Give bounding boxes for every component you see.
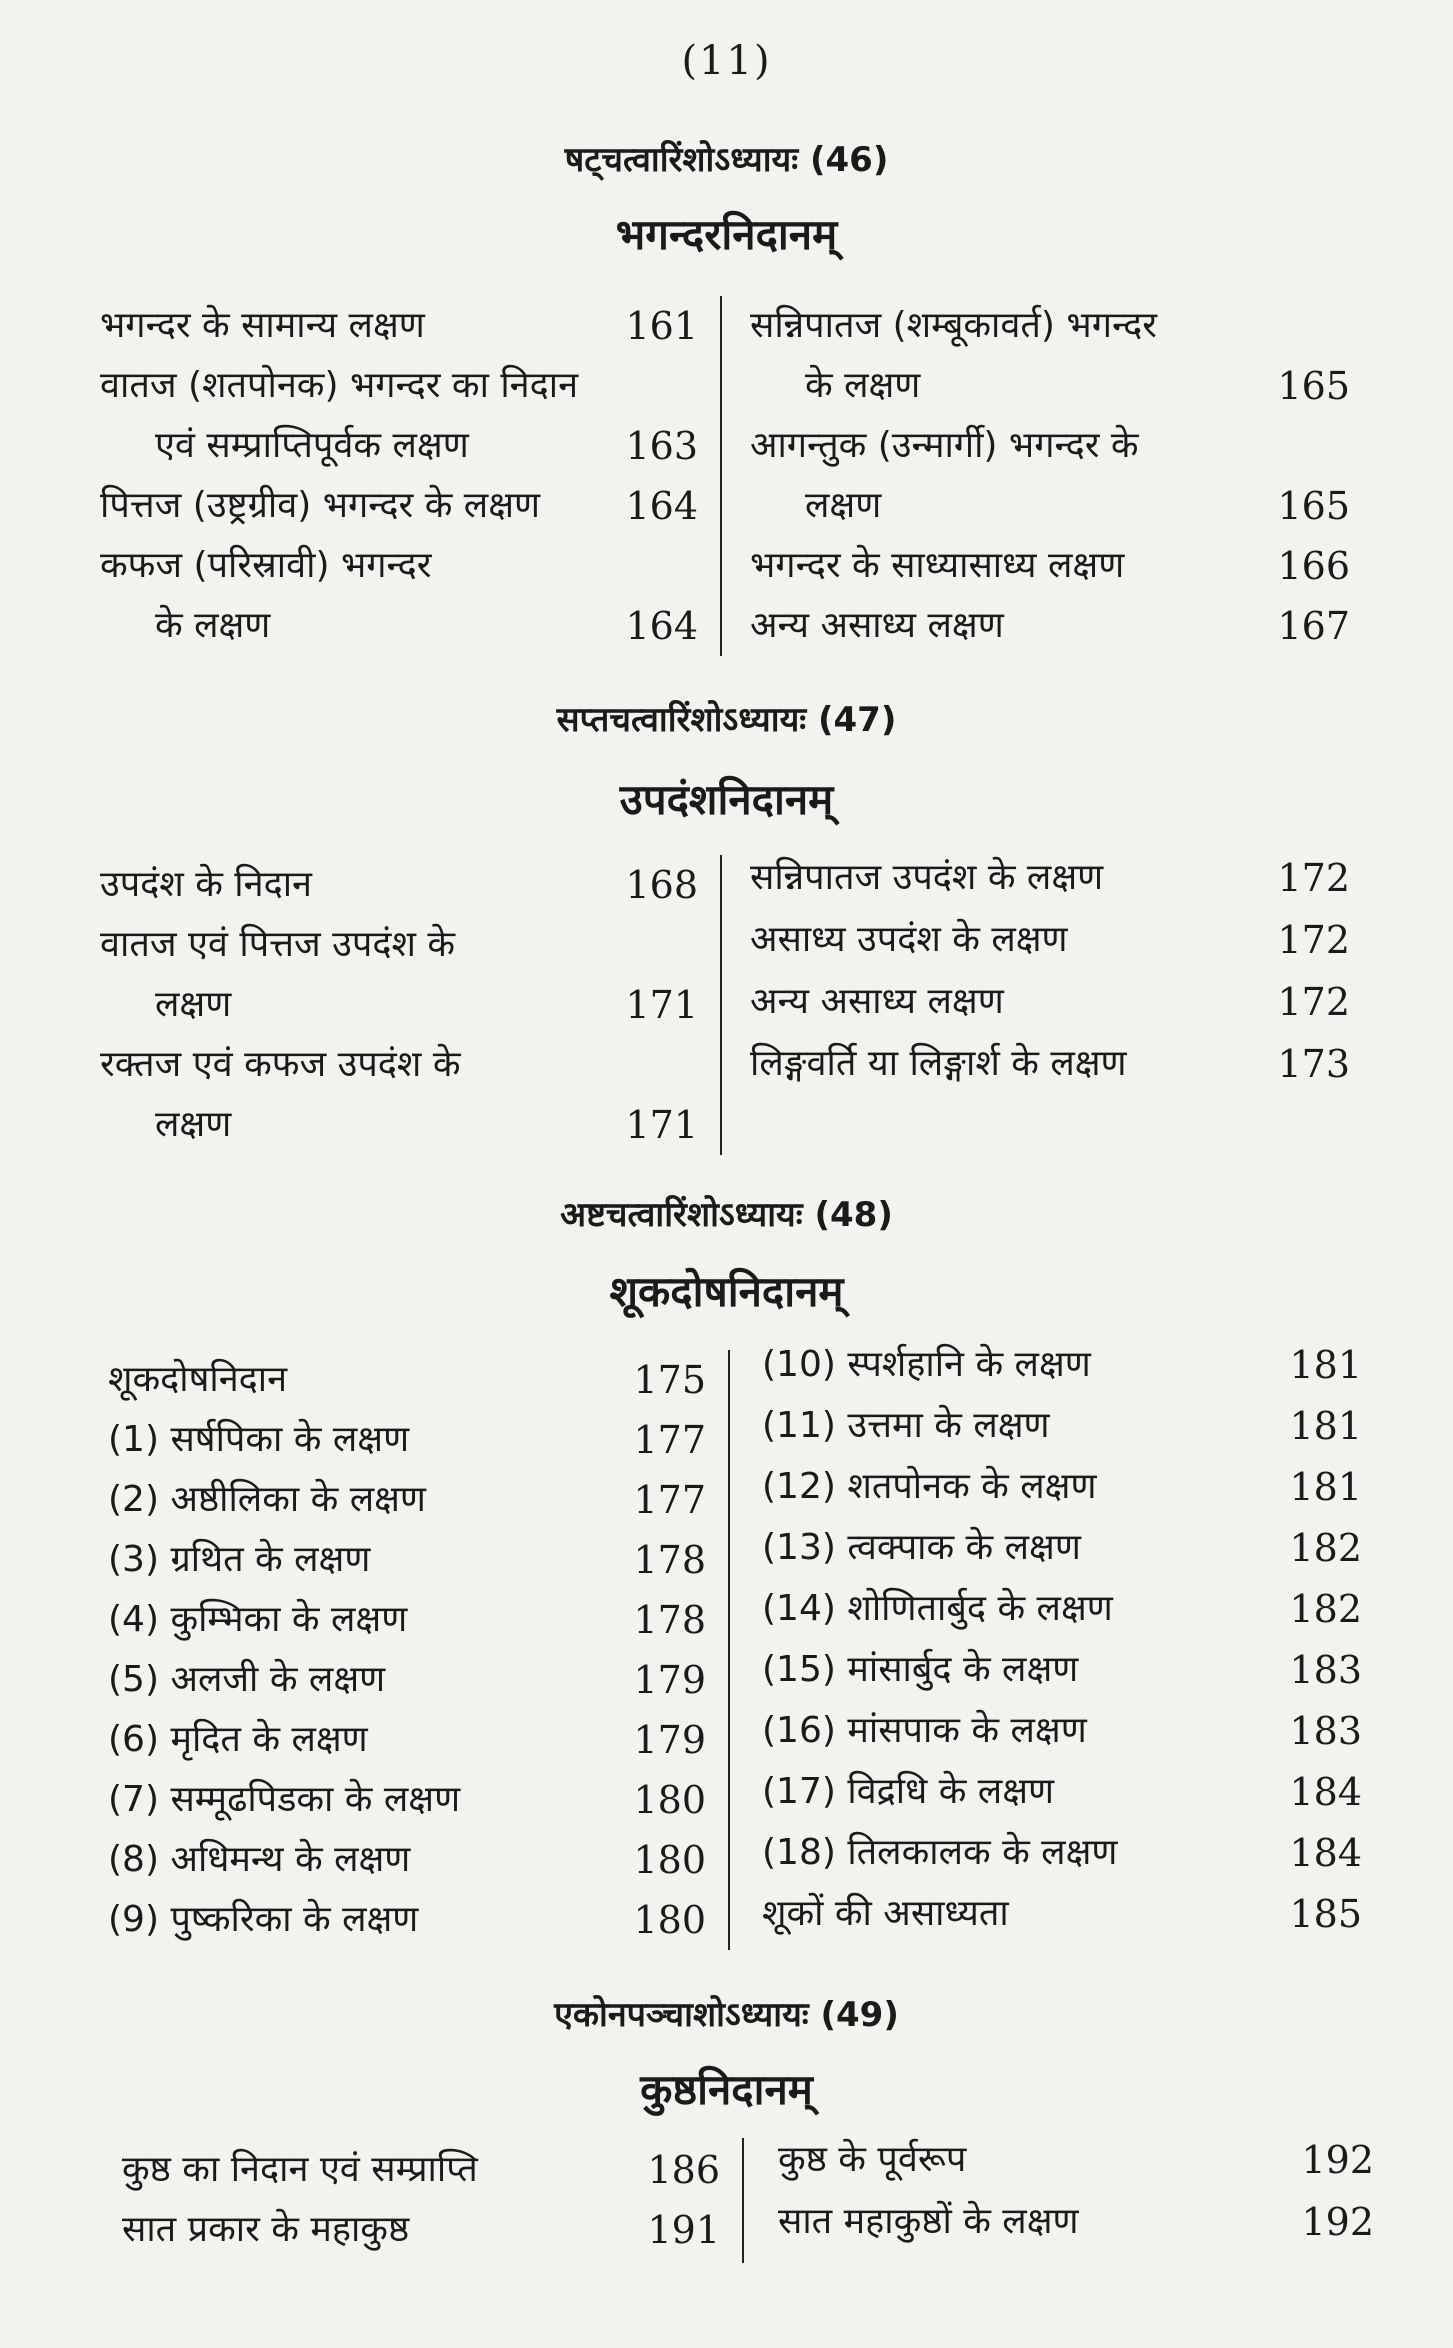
chapter-46-right-column	[750, 296, 1350, 656]
chapter-49-title: कुष्ठनिदानम्	[640, 2065, 813, 2114]
toc-entry: (2) अष्ठीलिका के लक्षण 177	[108, 1478, 706, 1522]
toc-entry: सन्निपातज (शम्बूकावर्त) भगन्दर	[750, 305, 1157, 346]
toc-entry: (18) तिलकालक के लक्षण 184	[762, 1831, 1362, 1875]
toc-entry: (7) सम्मूढपिडका के लक्षण 180	[108, 1778, 706, 1822]
toc-entry: (1) सर्षपिका के लक्षण 177	[108, 1418, 706, 1462]
toc-entry: वातज एवं पित्तज उपदंश के	[100, 924, 456, 965]
chapter-46-left-column	[100, 296, 722, 656]
chapter-48-title: शूकदोषनिदानम्	[609, 1267, 844, 1316]
toc-entry: लक्षण 165	[805, 484, 1350, 528]
toc-entry: (6) मृदित के लक्षण 179	[108, 1718, 706, 1762]
toc-entry: कुष्ठ के पूर्वरूप 192	[778, 2138, 1374, 2182]
toc-entry: लक्षण 171	[155, 983, 698, 1027]
toc-entry: लक्षण 171	[155, 1103, 698, 1147]
toc-entry: (10) स्पर्शहानि के लक्षण 181	[762, 1343, 1362, 1387]
toc-entry: (3) ग्रथित के लक्षण 178	[108, 1538, 706, 1582]
chapter-49-left-column	[122, 2138, 744, 2263]
chapter-46-heading: षट्चत्वारिंशोऽध्यायः (46)	[564, 140, 889, 180]
toc-entry: के लक्षण 165	[805, 364, 1350, 408]
toc-entry: शूकदोषनिदान 175	[108, 1358, 706, 1402]
toc-entry: पित्तज (उष्ट्रग्रीव) भगन्दर के लक्षण 164	[100, 484, 698, 528]
toc-entry: भगन्दर के सामान्य लक्षण 161	[100, 304, 698, 348]
chapter-47-left-column	[100, 855, 722, 1155]
toc-entry: (8) अधिमन्थ के लक्षण 180	[108, 1838, 706, 1882]
toc-entry: (4) कुम्भिका के लक्षण 178	[108, 1598, 706, 1642]
page-number: (11)	[681, 38, 772, 84]
toc-entry: सन्निपातज उपदंश के लक्षण 172	[750, 856, 1350, 900]
toc-entry: उपदंश के निदान 168	[100, 863, 698, 907]
toc-entry: एवं सम्प्राप्तिपूर्वक लक्षण 163	[155, 424, 698, 468]
toc-entry: सात महाकुष्ठों के लक्षण 192	[778, 2200, 1374, 2244]
chapter-47-heading: सप्तचत्वारिंशोऽध्यायः (47)	[556, 700, 897, 740]
chapter-46-title: भगन्दरनिदानम्	[615, 210, 838, 259]
toc-entry: (14) शोणितार्बुद के लक्षण 182	[762, 1587, 1362, 1631]
toc-entry: आगन्तुक (उन्मार्गी) भगन्दर के	[750, 425, 1139, 466]
toc-entry: (16) मांसपाक के लक्षण 183	[762, 1709, 1362, 1753]
chapter-48-heading: अष्टचत्वारिंशोऽध्यायः (48)	[560, 1195, 893, 1235]
toc-entry: वातज (शतपोनक) भगन्दर का निदान	[100, 365, 579, 406]
toc-entry: (11) उत्तमा के लक्षण 181	[762, 1404, 1362, 1448]
toc-entry: अन्य असाध्य लक्षण 172	[750, 980, 1350, 1024]
toc-entry: के लक्षण 164	[155, 604, 698, 648]
chapter-48-left-column	[108, 1350, 730, 1950]
chapter-49-heading: एकोनपञ्चाशोऽध्यायः (49)	[554, 1995, 899, 2035]
toc-entry: (17) विद्रधि के लक्षण 184	[762, 1770, 1362, 1814]
toc-entry: (12) शतपोनक के लक्षण 181	[762, 1465, 1362, 1509]
chapter-47-right-column	[750, 848, 1350, 1148]
toc-entry: कुष्ठ का निदान एवं सम्प्राप्ति 186	[122, 2148, 720, 2192]
toc-entry: (5) अलजी के लक्षण 179	[108, 1658, 706, 1702]
toc-entry: असाध्य उपदंश के लक्षण 172	[750, 918, 1350, 962]
toc-entry: अन्य असाध्य लक्षण 167	[750, 604, 1350, 648]
chapter-49-right-column	[778, 2130, 1374, 2255]
chapter-47-title: उपदंशनिदानम्	[619, 775, 834, 824]
toc-entry: सात प्रकार के महाकुष्ठ 191	[122, 2208, 720, 2252]
toc-entry: (15) मांसार्बुद के लक्षण 183	[762, 1648, 1362, 1692]
toc-entry: शूकों की असाध्यता 185	[762, 1892, 1362, 1936]
toc-entry: (13) त्वक्पाक के लक्षण 182	[762, 1526, 1362, 1570]
toc-entry: रक्तज एवं कफज उपदंश के	[100, 1044, 461, 1085]
toc-entry: भगन्दर के साध्यासाध्य लक्षण 166	[750, 544, 1350, 588]
toc-entry: कफज (परिस्रावी) भगन्दर	[100, 545, 432, 586]
toc-entry: (9) पुष्करिका के लक्षण 180	[108, 1898, 706, 1942]
chapter-48-right-column	[762, 1335, 1362, 1950]
toc-entry: लिङ्गवर्ति या लिङ्गार्श के लक्षण 173	[750, 1042, 1350, 1086]
